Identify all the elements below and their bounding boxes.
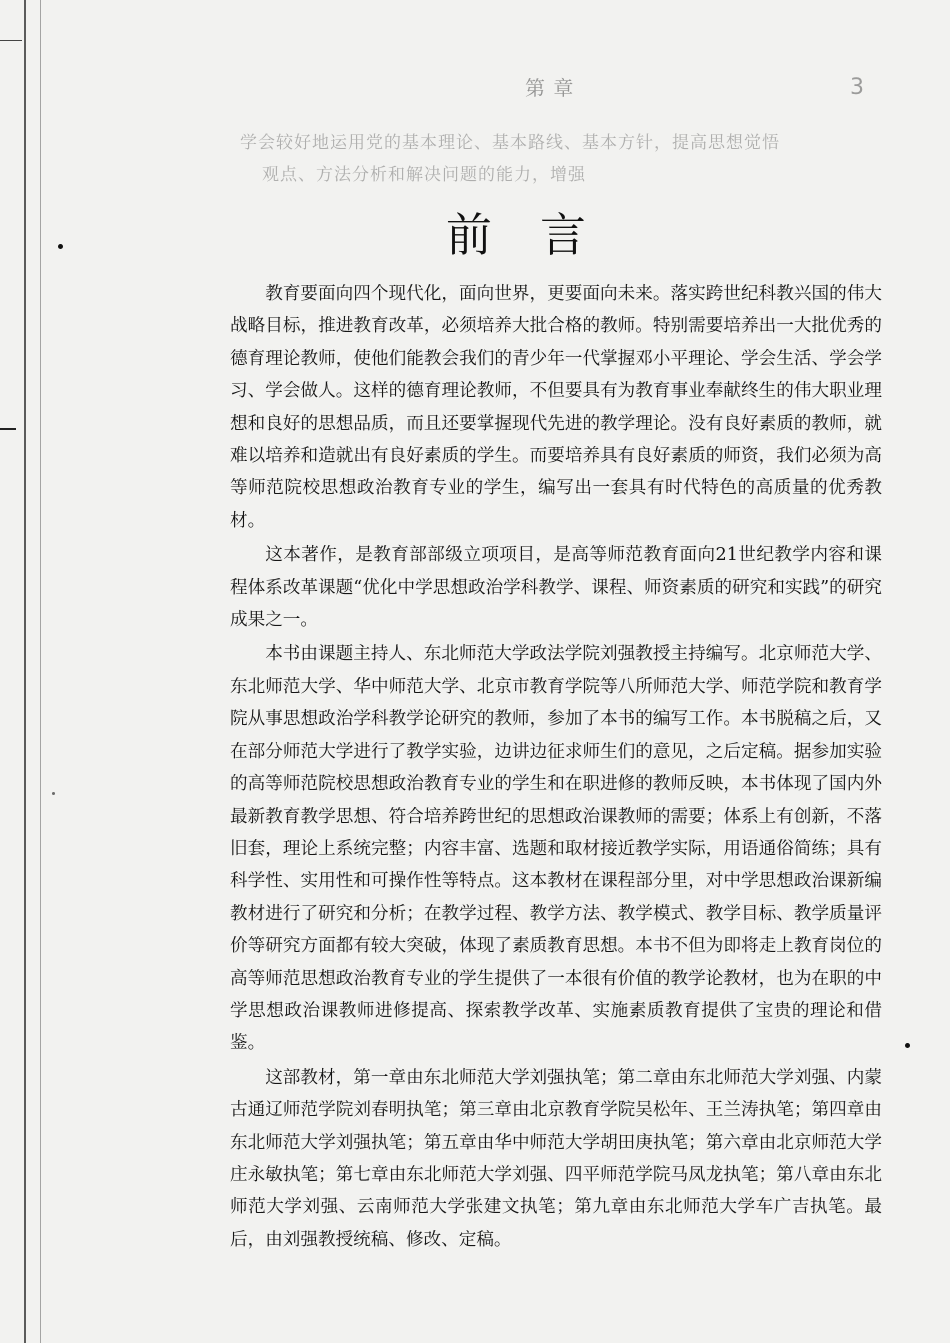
page-title: 前言: [446, 207, 634, 262]
scan-speck: [52, 792, 55, 795]
paragraph-4: 这部教材，第一章由东北师范大学刘强执笔；第二章由东北师范大学刘强、内蒙古通辽师范学院刘春明执笔；第三章由北京教育学院吴松年、王兰涛执笔；第四章由东北师范大学刘强执笔；第五章由华中师范大学胡田庚执笔；第六章由北京师范大学庄永敏执笔；第七章由东北师范大学刘强、四平师范学院马凤龙执笔；第八章由东北师范大学刘强、云南师范大学张建文执笔；第九章由东北师范大学车广吉执笔。最后，由刘强教授统稿、修改、定稿。: [230, 1067, 882, 1250]
paragraph-1: 教育要面向四个现代化，面向世界，更要面向未来。落实跨世纪科教兴国的伟大战略目标，推进教育改革，必须培养大批合格的教师。特别需要培养出一大批优秀的德育理论教师，使他们能教会我们的青少年一代掌握邓小平理论、学会生活、学会学习、学会做人。这样的德育理论教师，不但要具有为教育事业奉献终生的伟大职业理想和良好的思想品质，而且还要掌握现代先进的教学理论。没有良好素质的教师，就难以培养和造就出有良好素质的学生。而要培养具有良好素质的师资，我们必须为高等师范院校思想政治教育专业的学生，编写出一套具有时代特色的高质量的优秀教材。: [230, 284, 882, 531]
margin-mark: [0, 428, 16, 430]
margin-mark-top: [0, 40, 22, 41]
scan-speck: [905, 1043, 910, 1048]
bleed-through-page-number: 3: [850, 75, 865, 100]
bleed-through-line-2: 观点、方法分析和解决问题的能力，增强: [262, 165, 586, 185]
bleed-through-line-1: 学会较好地运用党的基本理论、基本路线、基本方针，提高思想觉悟: [240, 133, 780, 153]
paragraph-3: 本书由课题主持人、东北师范大学政法学院刘强教授主持编写。北京师范大学、东北师范大学、华中师范大学、北京市教育学院等八所师范大学、师范学院和教育学院从事思想政治学科教学论研究的教师，参加了本书的编写工作。本书脱稿之后，又在部分师范大学进行了教学实验，边讲边征求师生们的意见，之后定稿。据参加实验的高等师范院校思想政治教育专业的学生和在职进修的教师反映，本书体现了国内外最新教育教学思想、符合培养跨世纪的思想政治课教师的需要；体系上有创新，不落旧套，理论上系统完整；内容丰富、选题和取材接近教学实际，用语通俗简练；具有科学性、实用性和可操作性等特点。这本教材在课程部分里，对中学思想政治课新编教材进行了研究和分析；在教学过程、教学方法、教学模式、教学目标、教学质量评价等研究方面都有较大突破，体现了素质教育思想。本书不但为即将走上教育岗位的高等师范思想政治教育专业的学生提供了一本很有价值的教学论教材，也为在职的中学思想政治课教师进修提高、探索教学改革、实施素质教育提供了宝贵的理论和借鉴。: [230, 644, 882, 1054]
scan-speck: [58, 244, 63, 249]
bleed-through-running-head: 第 章: [525, 76, 575, 100]
paragraph-2: 这本著作，是教育部部级立项项目，是高等师范教育面向21世纪教学内容和课程体系改革课题“优化中学思想政治学科教学、课程、师资素质的研究和实践”的研究成果之一。: [230, 545, 882, 631]
preface-body: [230, 278, 882, 1256]
